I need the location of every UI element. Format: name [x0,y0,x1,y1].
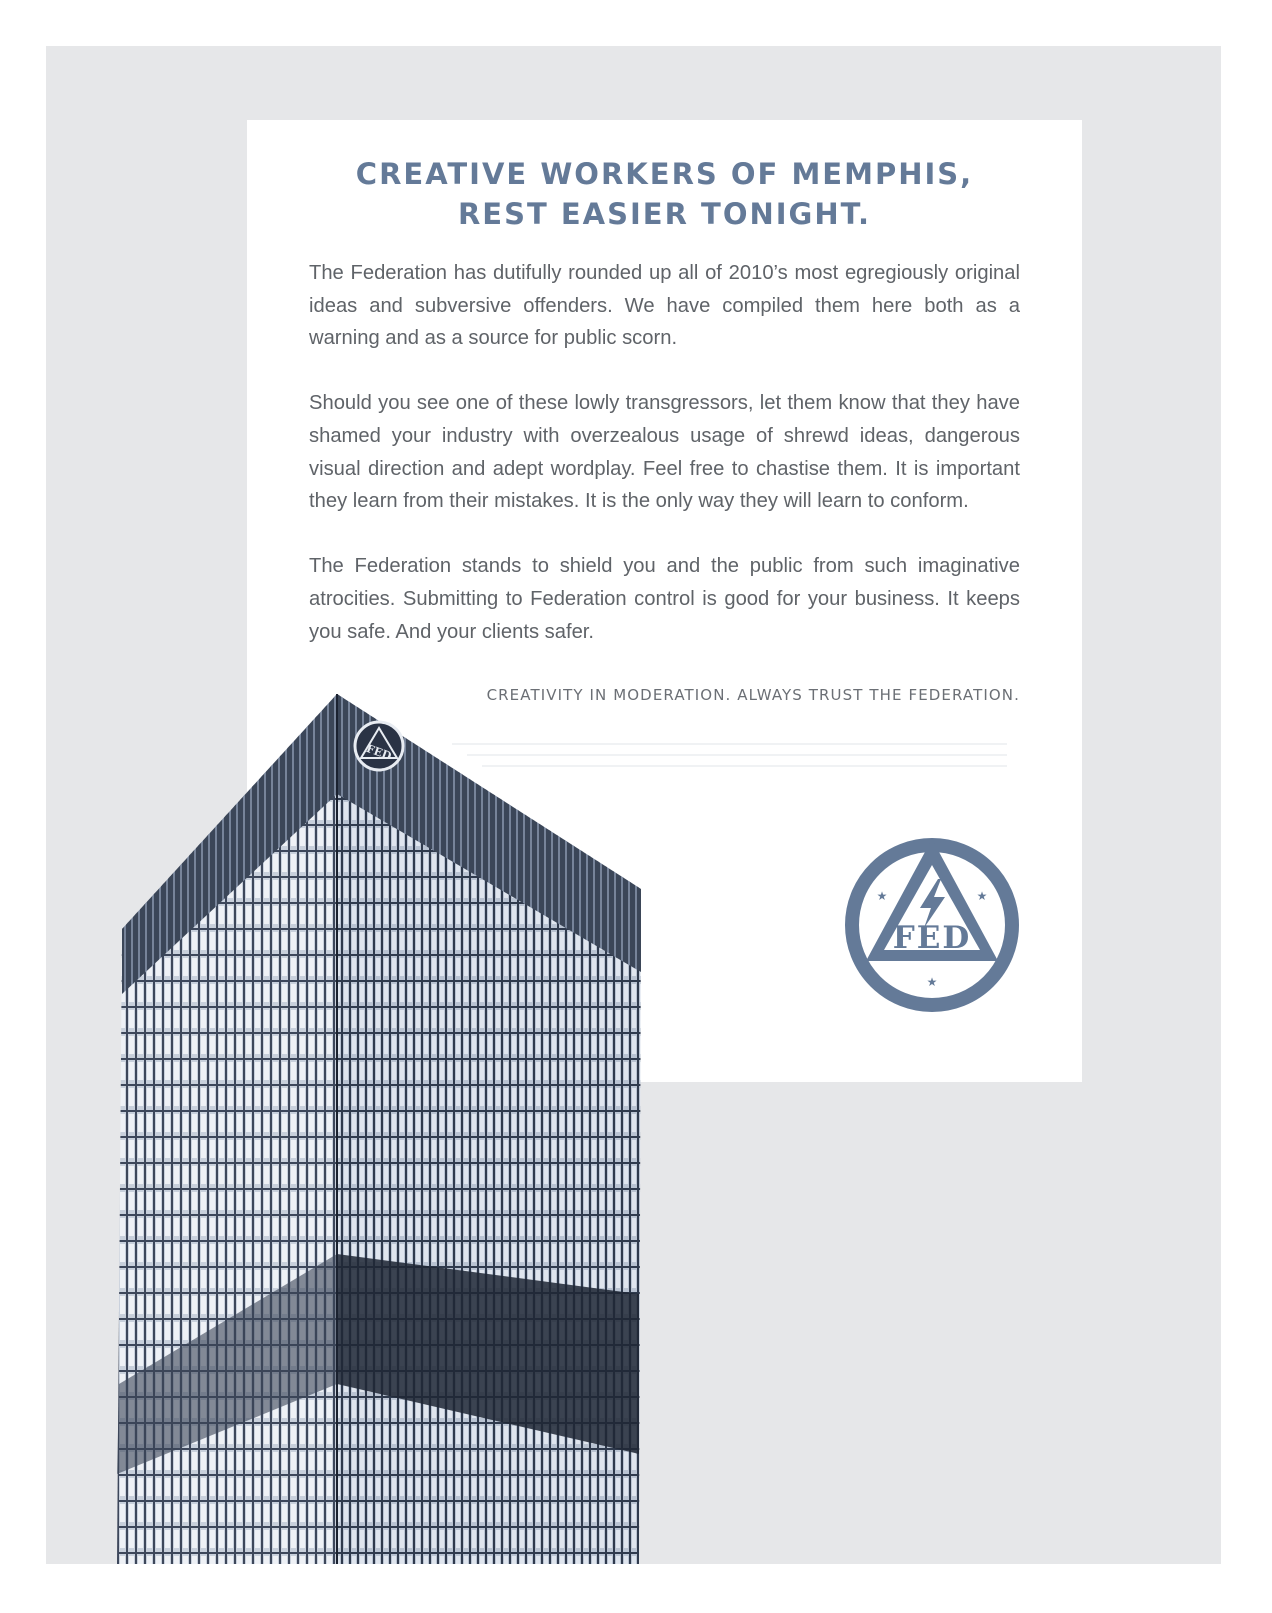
office-tower-illustration [117,694,657,1564]
star-icon: ★ [976,889,988,903]
star-icon: ★ [926,975,938,989]
building-seal-icon [355,722,403,770]
headline-line-1: CREATIVE WORKERS OF MEMPHIS, [355,157,974,191]
paragraph-3: The Federation stands to shield you and the public from such imaginative atrocities. Submitting to Federation control is good for your business. It keeps you safe. And your clients safer. [309,555,1020,643]
fed-seal-logo [842,835,1022,1015]
logo-text: FED [892,920,972,956]
paragraph-2: Should you see one of these lowly transgressors, let them know that they have shamed your industry with overzealous usage of shrewd ideas, dangerous visual direction and adept wordplay. Feel free to chastise them. It is important they learn from their mistakes. It is the only way they will learn to conform. [309,392,1020,513]
tagline: CREATIVITY IN MODERATION. ALWAYS TRUST THE FEDERATION. [486,686,1020,704]
headline-line-2: REST EASIER TONIGHT. [457,197,872,231]
paragraph-1: The Federation has dutifully rounded up all of 2010’s most egregiously original ideas and subversive offenders. We have compiled them here both as a warning and as a source for public scorn. [309,262,1020,350]
body-copy [309,257,1020,681]
headline [247,154,1082,234]
star-icon: ★ [876,889,888,903]
svg-text:FED: FED [364,741,394,763]
